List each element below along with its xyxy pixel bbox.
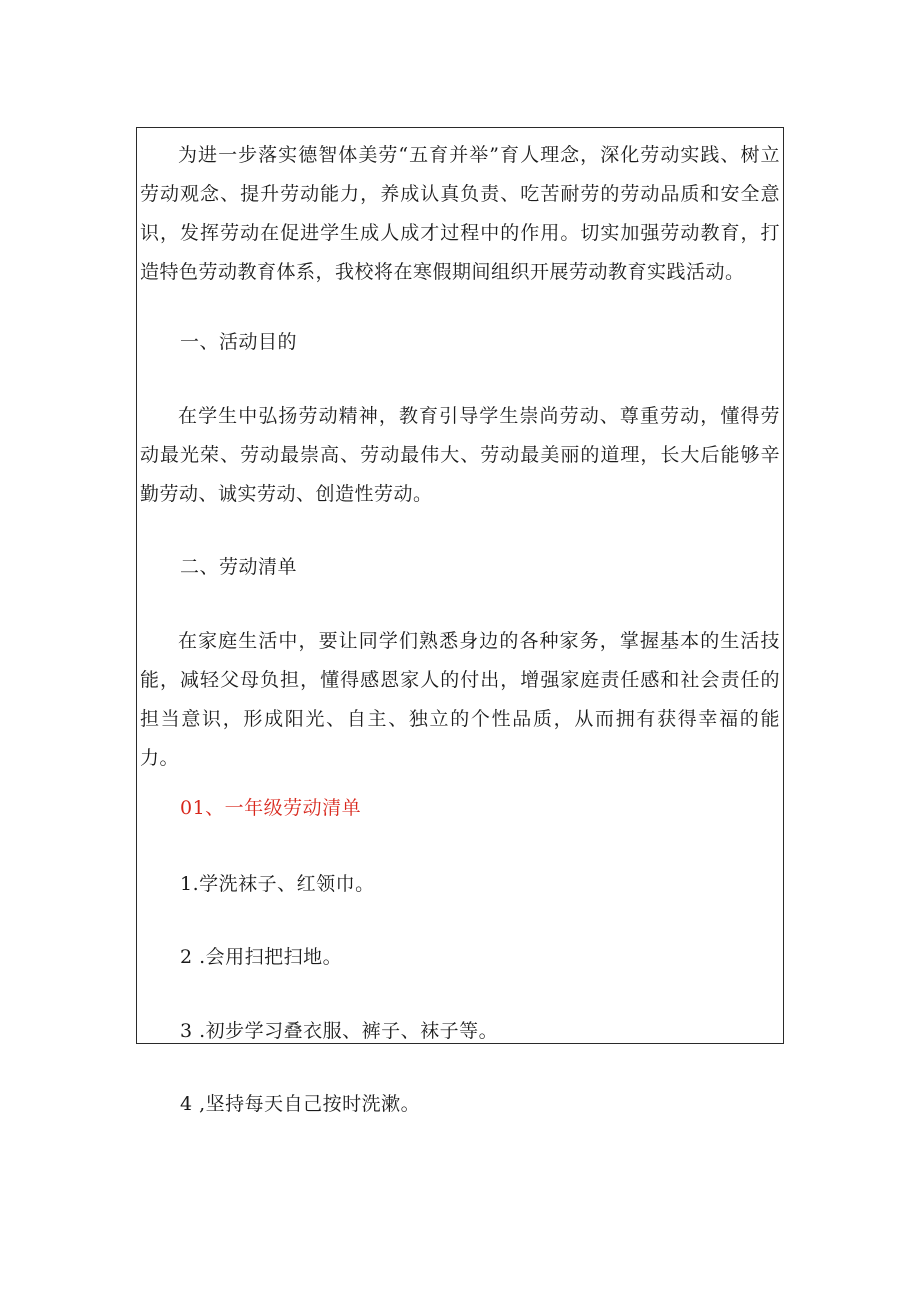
intro-paragraph: 为进一步落实德智体美劳“五育并举”育人理念，深化劳动实践、树立劳动观念、提升劳动能力，养成认真负责、吃苦耐劳的劳动品质和安全意识，发挥劳动在促进学生成人成才过程中的作用。切实加强劳动教育，打造特色劳动教育体系，我校将在寒假期间组织开展劳动教育实践活动。 <box>140 144 780 283</box>
section2-body: 在家庭生活中，要让同学们熟悉身边的各种家务，掌握基本的生活技能，减轻父母负担，懂得感恩家人的付出，增强家庭责任感和社会责任的担当意识，形成阳光、自主、独立的个性品质，从而拥有获得幸福的能力。 <box>140 630 780 769</box>
grade1-heading: 01、一年级劳动清单 <box>180 797 362 819</box>
section2-heading: 二、劳动清单 <box>180 556 298 578</box>
list-item: 1.学洗袜子、红领巾。 <box>180 873 375 895</box>
list-item: 2 .会用扫把扫地。 <box>180 946 343 968</box>
list-item: 3 .初步学习叠衣服、裤子、袜子等。 <box>180 1020 499 1042</box>
section1-heading: 一、活动目的 <box>180 331 298 353</box>
section1-body: 在学生中弘扬劳动精神，教育引导学生崇尚劳动、尊重劳动，懂得劳动最光荣、劳动最崇高、劳动最伟大、劳动最美丽的道理，长大后能够辛勤劳动、诚实劳动、创造性劳动。 <box>140 405 780 505</box>
list-item: 4 ,坚持每天自己按时洗漱。 <box>180 1093 421 1115</box>
